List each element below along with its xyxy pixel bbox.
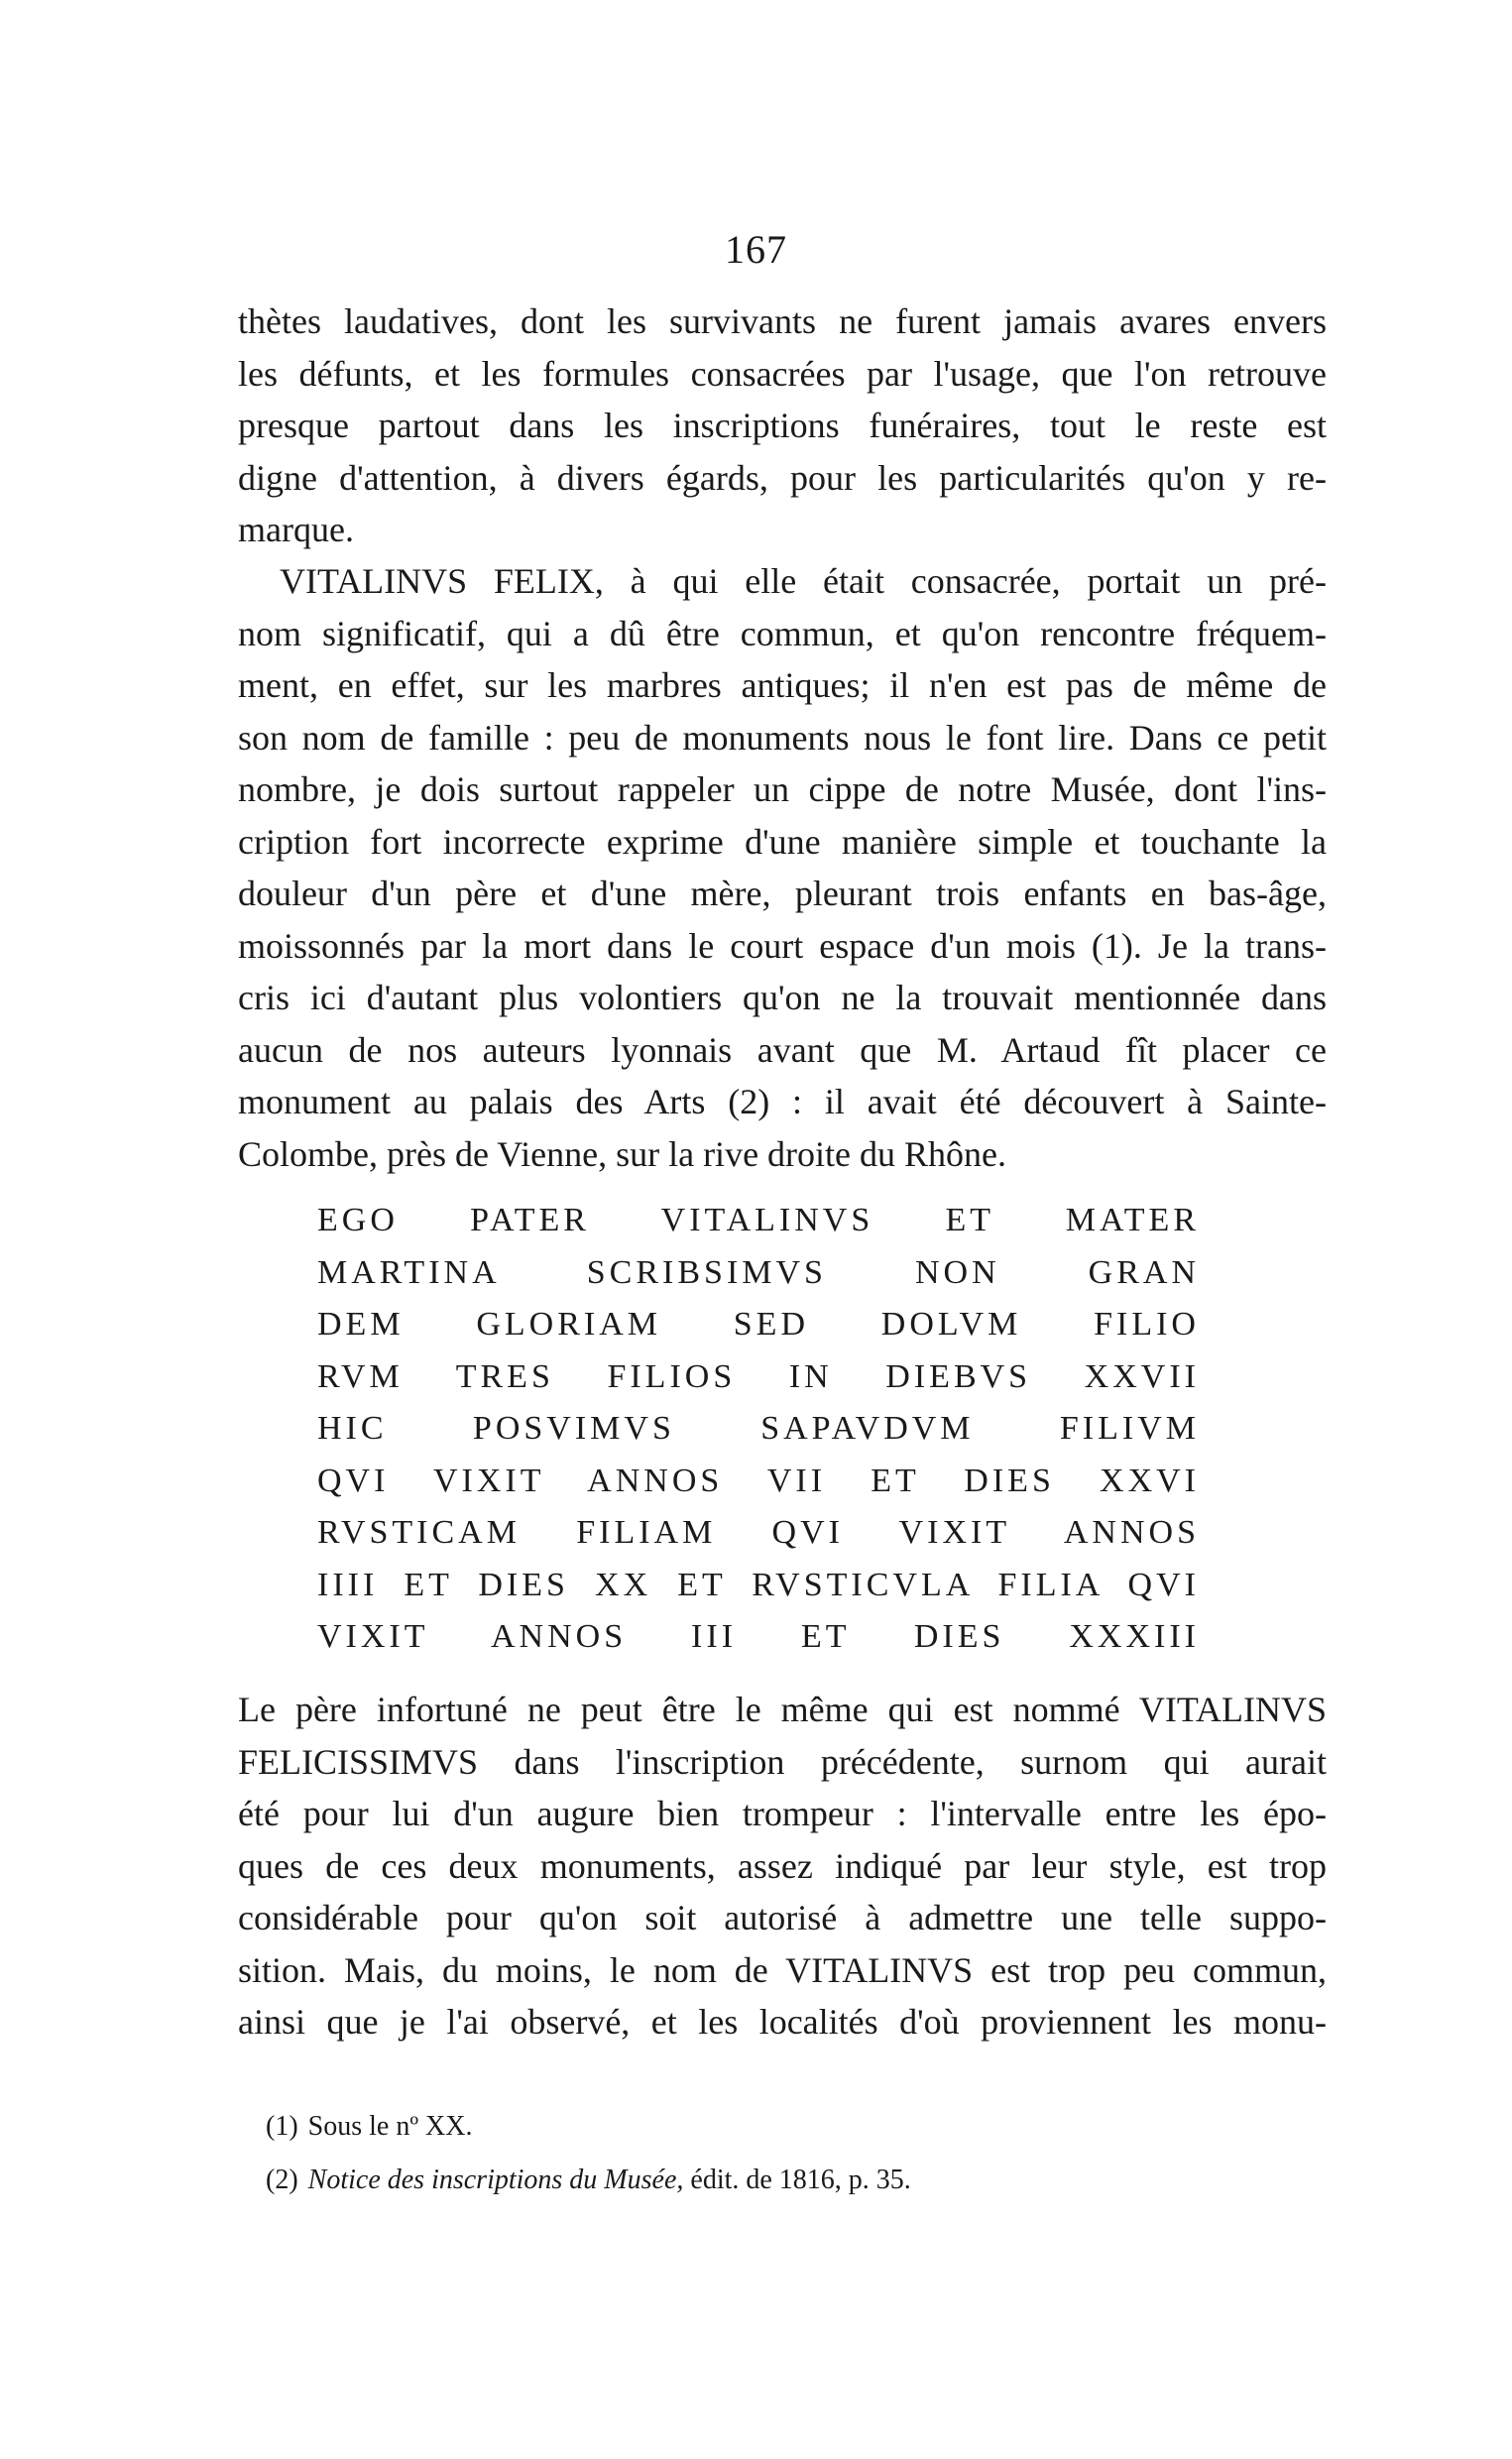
text-line: sition. Mais, du moins, le nom de VITALINVS est trop peu commun, bbox=[238, 1949, 1327, 1990]
text-line: douleur d'un père et d'une mère, pleurant trois enfants en bas-âge, bbox=[238, 874, 1327, 913]
paragraph-2 bbox=[238, 555, 1327, 1180]
footnote-marker: (2) bbox=[266, 2165, 298, 2195]
page-number: 167 bbox=[725, 227, 787, 272]
text-line: Le père infortuné ne peut être le même qui est nommé VITALINVS bbox=[238, 1690, 1327, 1729]
text-line: thètes laudatives, dont les survivants ne furent jamais avares envers bbox=[238, 301, 1327, 341]
text-line: aucun de nos auteurs lyonnais avant que M. Artaud fît placer ce bbox=[238, 1029, 1327, 1070]
footnotes bbox=[266, 2100, 1158, 2207]
inscription-line: DEM GLORIAM SED DOLVM FILIO bbox=[317, 1306, 1200, 1343]
latin-inscription bbox=[317, 1195, 1200, 1664]
paragraph-1 bbox=[238, 295, 1327, 556]
text-line: cris ici d'autant plus volontiers qu'on ne la trouvait mentionnée dans bbox=[238, 978, 1327, 1017]
inscription-line: RVM TRES FILIOS IN DIEBVS XXVII bbox=[317, 1357, 1200, 1395]
text-line: son nom de famille : peu de monuments nous le font lire. Dans ce petit bbox=[238, 717, 1327, 758]
text-line: digne d'attention, à divers égards, pour les particularités qu'on y re- bbox=[238, 457, 1327, 498]
text-line: considérable pour qu'on soit autorisé à admettre une telle suppo- bbox=[238, 1898, 1327, 1937]
text-line: ainsi que je l'ai observé, et les localités d'où proviennent les monu- bbox=[238, 2002, 1327, 2042]
text-line: FELICISSIMVS dans l'inscription précédente, surnom qui aurait bbox=[238, 1741, 1327, 1782]
text-line: nombre, je dois surtout rappeler un cippe de notre Musée, dont l'ins- bbox=[238, 769, 1327, 809]
inscription-line: EGO PATER VITALINVS ET MATER bbox=[317, 1202, 1200, 1238]
footnote-2 bbox=[266, 2154, 1158, 2207]
text-line: VITALINVS FELIX, à qui elle était consacrée, portait un pré- bbox=[280, 561, 1327, 601]
paragraph-3 bbox=[238, 1684, 1327, 2049]
text-line: ques de ces deux monuments, assez indiqué par leur style, est trop bbox=[238, 1845, 1327, 1886]
inscription-line: IIII ET DIES XX ET RVSTICVLA FILIA QVI bbox=[317, 1566, 1200, 1603]
inscription-line: VIXIT ANNOS III ET DIES XXXIII bbox=[317, 1618, 1200, 1655]
inscription-line: HIC POSVIMVS SAPAVDVM FILIVM bbox=[317, 1410, 1200, 1447]
footnote-1 bbox=[266, 2100, 1158, 2154]
text-line: nom significatif, qui a dû être commun, et qu'on rencontre fréquem- bbox=[238, 613, 1327, 653]
footnote-text: édit. de 1816, p. 35. bbox=[690, 2165, 911, 2195]
text-line: presque partout dans les inscriptions funéraires, tout le reste est bbox=[238, 406, 1327, 445]
inscription-line: QVI VIXIT ANNOS VII ET DIES XXVI bbox=[317, 1462, 1200, 1499]
footnote-marker: (1) bbox=[266, 2111, 298, 2142]
inscription-line: RVSTICAM FILIAM QVI VIXIT ANNOS bbox=[317, 1514, 1200, 1551]
text-line: marque. bbox=[238, 510, 354, 549]
text-line: Colombe, près de Vienne, sur la rive droite du Rhône. bbox=[238, 1133, 1007, 1174]
text-line: moissonnés par la mort dans le court espace d'un mois (1). Je la trans- bbox=[238, 925, 1327, 966]
text-line: été pour lui d'un augure bien trompeur : l'intervalle entre les épo- bbox=[238, 1794, 1327, 1833]
text-line: cription fort incorrecte exprime d'une manière simple et touchante la bbox=[238, 821, 1327, 862]
text-line: ment, en effet, sur les marbres antiques; il n'en est pas de même de bbox=[238, 665, 1327, 705]
inscription-line: MARTINA SCRIBSIMVS NON GRAN bbox=[317, 1253, 1200, 1291]
text-line: les défunts, et les formules consacrées par l'usage, que l'on retrouve bbox=[238, 353, 1327, 394]
text-line: monument au palais des Arts (2) : il avait été découvert à Sainte- bbox=[238, 1082, 1327, 1121]
footnote-text: Sous le nº XX. bbox=[307, 2111, 473, 2142]
footnote-title: Notice des inscriptions du Musée, bbox=[307, 2165, 684, 2195]
